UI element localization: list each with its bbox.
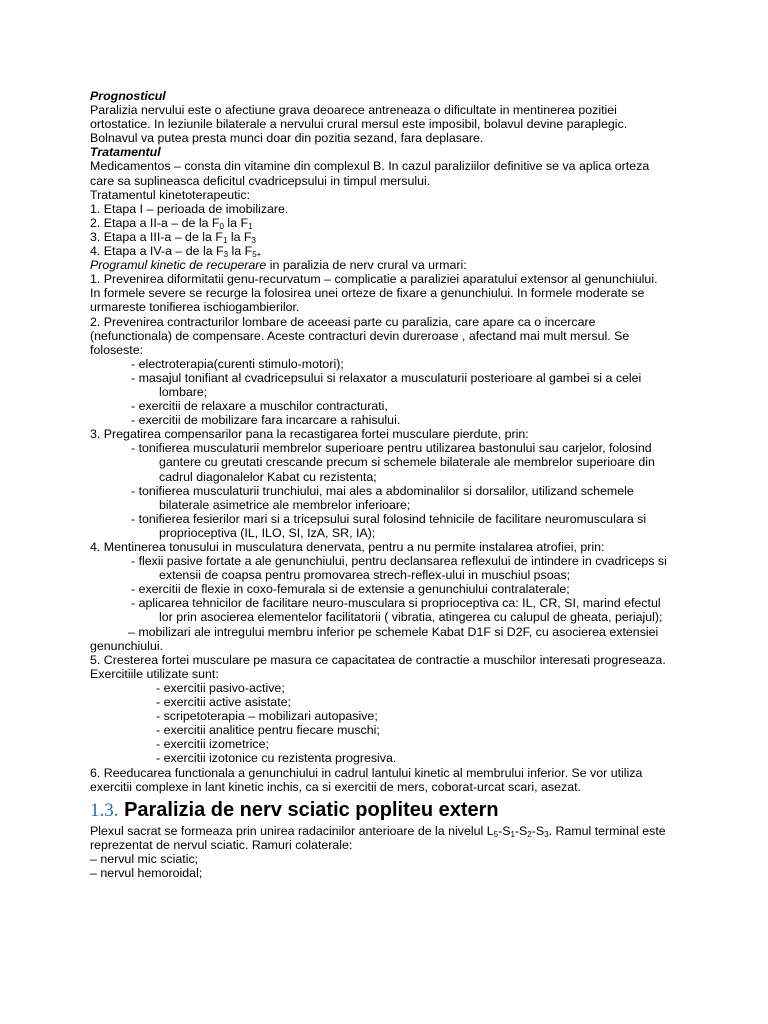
list-item: - exercitii active asistate; (156, 695, 291, 710)
list-item-continuation: gantere cu greutati crescande precum si schemele bilaterale ale membrelor superioare din (159, 455, 655, 470)
treatment-line: Medicamentos – consta din vitamine din complexul B. In cazul paraliziilor definitive se va aplica orteza (90, 159, 650, 174)
goal-line: 6. Reeducarea functionala a genunchiului in cadrul lantului kinetic al membrului inferior. Se vor utiliza (90, 765, 643, 780)
treatment-heading: Tratamentul (90, 145, 161, 160)
goal-line: exercitii complexe in lant kinetic inchis, ca si exercitii de mers, coborat-urcat scari, asezat. (90, 779, 581, 794)
list-item: – nervul mic sciatic; (90, 851, 199, 866)
goal-line: 4. Mentinerea tonusului in musculatura denervata, pentru a nu permite instalarea atrofiei, prin: (90, 540, 605, 554)
prognostic-line: Bolnavul va putea presta munci doar din pozitia sezand, fara deplasare. (90, 131, 484, 146)
goal-line: (nefunctionala) de compensare. Aceste contracturi devin dureroase , afectand mai mult mersul. Se (90, 328, 630, 343)
goal-line: 3. Pregatirea compensarilor pana la recastigarea fortei musculare pierdute, prin: (90, 427, 529, 442)
list-item: - exercitii de flexie in coxo-femurala si de extensie a genunchiului contralaterale; (131, 582, 570, 597)
list-item: - exercitii analitice pentru fiecare muschi; (156, 723, 380, 738)
list-item: - tonifierea fesierilor mari si a tricepsului sural folosind tehnicile de facilitare neuromusculara si (131, 511, 647, 526)
list-item: - tonifierea musculaturii membrelor superioare pentru utilizarea bastonului sau carjelor, folosind (131, 441, 652, 456)
list-item-continuation: proprioceptiva (IL, ILO, SI, IzA, SR, IA); (159, 525, 376, 540)
list-item-continuation: lor prin asocierea elementelor facilitatorii ( vibratia, atingerea cu calupul de gheata, periajul); (159, 610, 663, 625)
list-item: - aplicarea tehnicilor de facilitare neuro-musculara si proprioceptiva ca: IL, CR, SI, marind efectul (131, 596, 661, 611)
goal-line: 2. Prevenirea contracturilor lombare de aceeasi parte cu paralizia, care apare ca o incercare (90, 314, 596, 329)
list-item: – nervul hemoroidal; (90, 865, 203, 880)
goal-line: 5. Cresterea fortei musculare pe masura ce capacitatea de contractie a muschilor interesati progreseaza. (90, 652, 666, 667)
list-item: - tonifierea musculaturii trunchiului, mai ales a abdominalilor si dorsalilor, utilizand schemele (131, 483, 634, 498)
section-title: Paralizia de nerv sciatic popliteu extern (124, 798, 499, 821)
treatment-line: Tratamentul kinetoterapeutic: (90, 187, 251, 202)
list-item: - scripetoterapia – mobilizari autopasive; (156, 709, 378, 724)
prognostic-line: ortostatice. In leziunile bilaterale a nervului crural mersul este imposibil, bolavul devine paraplegic. (90, 117, 628, 132)
list-item-continuation: cadrul diagonalelor Kabat cu rezistenta; (159, 469, 377, 484)
stage-item: 1. Etapa I – perioada de imobilizare. (90, 201, 289, 216)
goal-line: Exercitiile utilizate sunt: (90, 666, 219, 681)
goal-line: urmareste tonifierea ischiogambierilor. (90, 300, 300, 315)
stage-item: 4. Etapa a IV-a – de la $F_3$ la $F_{5+}$ (90, 244, 262, 260)
list-item: - flexii pasive fortate a ale genunchiului, pentru declansarea reflexului de intindere in cvadriceps si (131, 554, 667, 569)
section-heading (90, 799, 690, 822)
section-number: 1.3. (90, 799, 119, 821)
list-item: - exercitii pasivo-active; (156, 680, 285, 695)
prognostic-heading: Prognosticul (90, 89, 166, 103)
treatment-line: care sa suplineasca deficitul cvadricepsului in timpul mersului. (90, 173, 431, 188)
list-item: - exercitii de relaxare a muschilor contracturati, (131, 399, 388, 414)
goal-line: In formele severe se recurge la folosirea unei orteze de fixare a genunchiului. In formele moderate se (90, 286, 645, 301)
stage-item: 2. Etapa a II-a – de la $F_0$ la $F_1$ (90, 215, 253, 231)
list-item: - exercitii izometrice; (156, 737, 269, 752)
goal-line: 1. Prevenirea diformitatii genu-recurvatum – complicatie a paraliziei aparatului extensor al genunchiului. (90, 272, 658, 287)
sciatic-line: Plexul sacrat se formeaza prin unirea radacinilor anterioare de la nivelul $L_5-S_1-S_2-S_3$. Ramul terminal este (90, 823, 666, 839)
list-item-continuation: lombare; (159, 384, 208, 399)
list-item: - electroterapia(curenti stimulo-motori); (131, 356, 344, 371)
list-item: - masajul tonifiant al cvadricepsului si relaxator a musculaturii posterioare al gambei si a celei (131, 370, 642, 385)
stage-item: 3. Etapa a III-a – de la $F_1$ la $F_3$ (90, 229, 256, 245)
sciatic-line: reprezentat de nervul sciatic. Ramuri colaterale: (90, 837, 353, 852)
document-page (90, 89, 690, 880)
program-intro: Programul kinetic de recuperare in paralizia de nerv crural va urmari: (90, 258, 467, 273)
list-item-continuation: extensii de coapsa pentru promovarea strech-reflex-ului in muschiul psoas; (159, 568, 571, 583)
goal-line: foloseste: (90, 342, 144, 357)
list-item: – mobilizari ale intregului membru inferior pe schemele Kabat D1F si D2F, cu asocierea extensiei (128, 624, 659, 639)
list-item-continuation: bilaterale asimetrice ale membrelor inferioare; (159, 497, 411, 512)
list-item-continuation: genunchiului. (90, 638, 164, 653)
list-item: - exercitii de mobilizare fara incarcare a rahisului. (131, 413, 401, 428)
list-item: - exercitii izotonice cu rezistenta progresiva. (156, 751, 397, 766)
prognostic-line: Paralizia nervului este o afectiune grava deoarece antreneaza o dificultate in mentinerea pozitiei (90, 103, 617, 118)
